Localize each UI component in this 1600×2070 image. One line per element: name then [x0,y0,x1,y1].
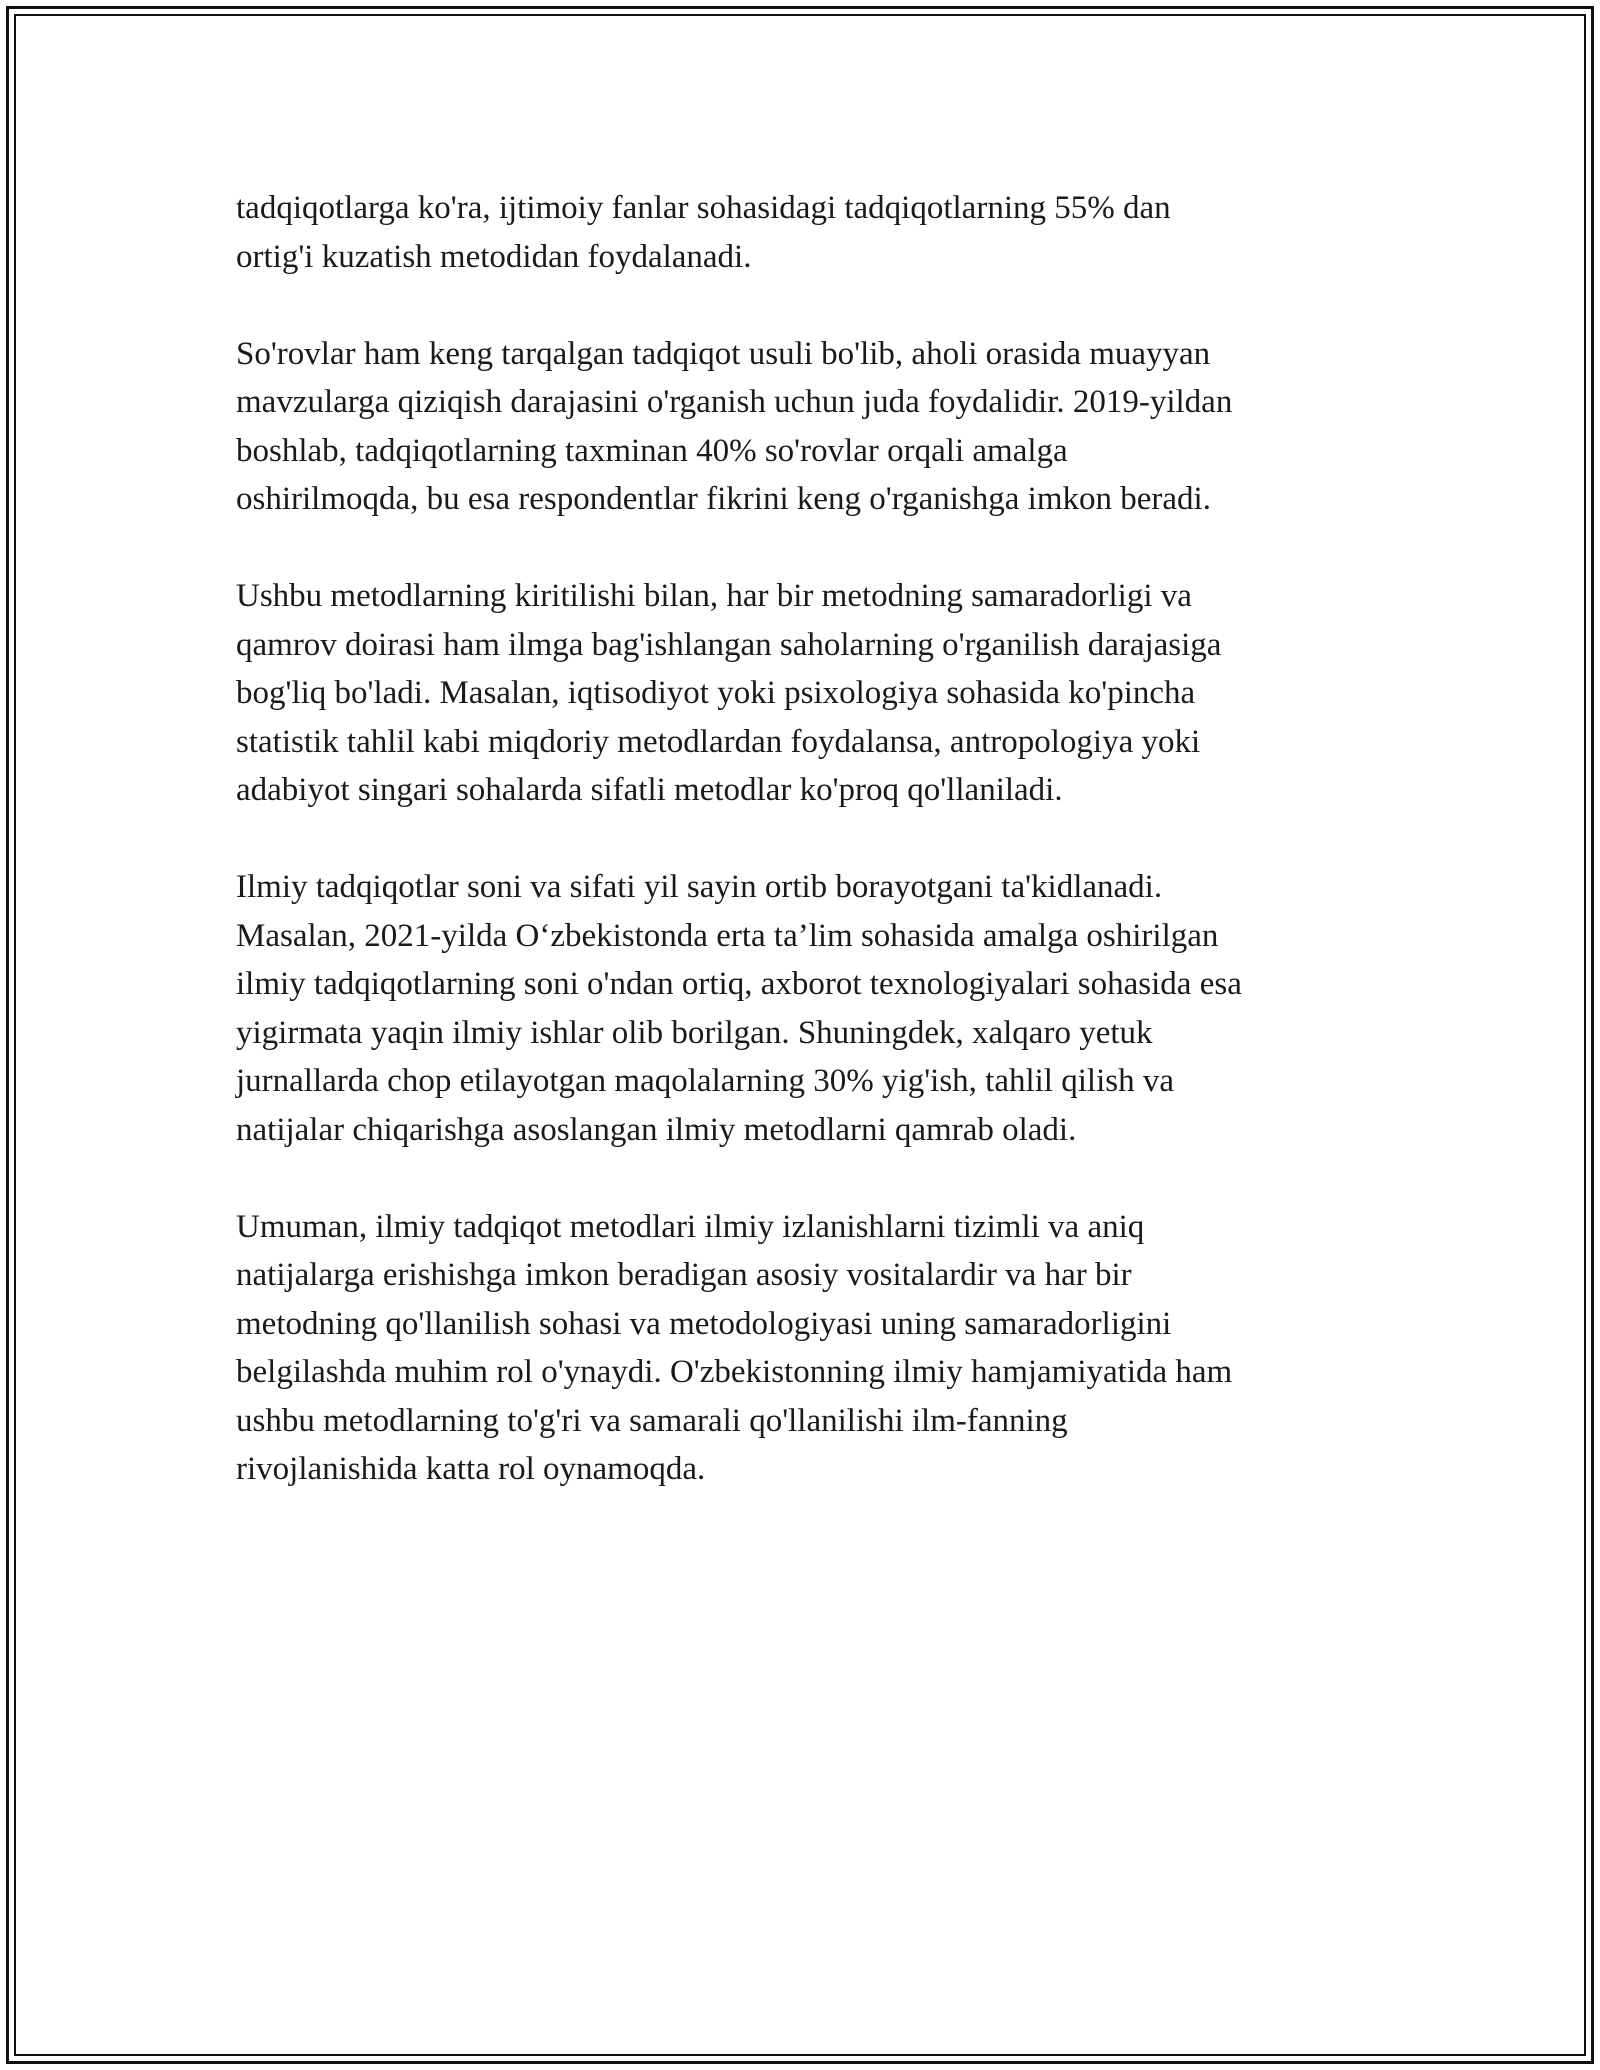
paragraph-observation-stats: tadqiqotlarga ko'ra, ijtimoiy fanlar sohasidagi tadqiqotlarning 55% dan ortig'i kuzatish metodidan foydalanadi. [236,190,1171,275]
paragraph-method-effectiveness: Ushbu metodlarning kiritilishi bilan, har bir metodning samaradorligi va qamrov doirasi ham ilmga bag'ishlangan saholarning o'rganilish darajasiga bog'liq bo'ladi. Masalan, iqtisodiyot yoki psixologiya sohasida ko'pincha statistik tahlil kabi miqdoriy metodlardan foydalansa, antropologiya yoki adabiyot singari sohalarda sifatli metodlar ko'proq qo'llaniladi. [236,578,1222,808]
paragraph-conclusion: Umuman, ilmiy tadqiqot metodlari ilmiy izlanishlarni tizimli va aniq natijalarga erishishga imkon beradigan asosiy vositalardir va har bir metodning qo'llanilish sohasi va metodologiyasi uning samaradorligini belgilashda muhim rol o'ynaydi. O'zbekistonning ilmiy hamjamiyatida ham ushbu metodlarning to'g'ri va samarali qo'llanilishi ilm-fanning rivojlanishida katta rol oynamoqda. [236,1208,1233,1487]
paragraph-surveys: So'rovlar ham keng tarqalgan tadqiqot usuli bo'lib, aholi orasida muayyan mavzularga qiziqish darajasini o'rganish uchun juda foydalidir. 2019-yildan boshlab, tadqiqotlarning taxminan 40% so'rovlar orqali amalga oshirilmoqda, bu esa respondentlar fikrini keng o'rganishga imkon beradi. [236,335,1233,517]
paragraph-research-growth: Ilmiy tadqiqotlar soni va sifati yil sayin ortib borayotgani ta'kidlanadi. Masalan, 2021-yilda O‘zbekistonda erta ta’lim sohasida amalga oshirilgan ilmiy tadqiqotlarning soni o'ndan ortiq, axborot texnologiyalari sohasida esa yigirmata yaqin ilmiy ishlar olib borilgan. Shuningdek, xalqaro yetuk jurnallarda chop etilayotgan maqolalarning 30% yig'ish, tahlil qilish va natijalar chiqarishga asoslangan ilmiy metodlarni qamrab oladi. [236,869,1242,1148]
document-body [236,184,1366,1542]
